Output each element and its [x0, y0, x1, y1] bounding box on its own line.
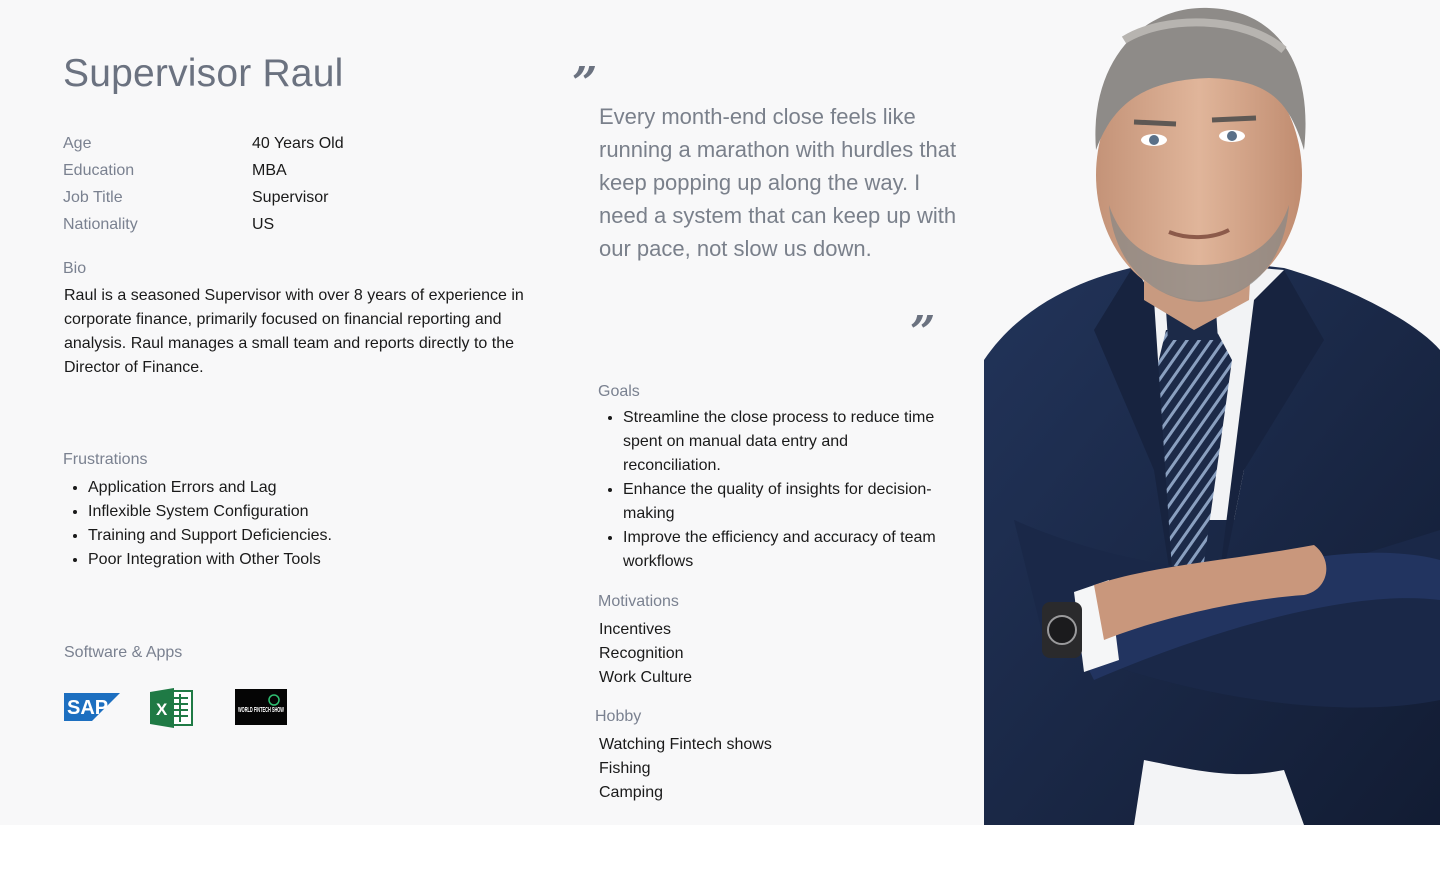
software-label: Software & Apps	[64, 644, 183, 661]
hobby-label: Hobby	[595, 708, 642, 725]
list-item: Application Errors and Lag	[63, 476, 543, 500]
persona-name: Supervisor Raul	[63, 52, 344, 95]
list-item: Camping	[599, 784, 664, 801]
close-quote-icon: ”	[910, 307, 936, 358]
persona-photo	[984, 0, 1440, 825]
frustrations-list	[63, 476, 543, 572]
info-row-job-title	[63, 189, 463, 211]
motivations-list	[599, 618, 692, 690]
goals-list	[598, 406, 948, 574]
list-item: Recognition	[599, 645, 684, 662]
fintech-logo-text: WORLD FINTECH SHOW	[238, 707, 285, 714]
info-label: Job Title	[63, 189, 123, 206]
list-item: Poor Integration with Other Tools	[63, 548, 543, 572]
list-item: Streamline the close process to reduce time spent on manual data entry and reconciliation.	[598, 406, 948, 478]
info-value: US	[252, 216, 275, 233]
excel-logo-icon	[150, 688, 194, 733]
bio-text: Raul is a seasoned Supervisor with over 8 years of experience in corporate finance, primarily focused on financial reporting and analysis. Raul manages a small team and reports directly to the Director of Finance.	[64, 287, 524, 376]
list-item: Enhance the quality of insights for decision-making	[598, 478, 948, 526]
list-item: Watching Fintech shows	[599, 736, 772, 753]
sap-logo-icon	[64, 693, 120, 726]
list-item: Work Culture	[599, 669, 693, 686]
list-item: Fishing	[599, 760, 651, 777]
info-value: 40 Years Old	[252, 135, 344, 152]
bio-label: Bio	[63, 260, 87, 277]
goals-label: Goals	[598, 383, 640, 400]
motivations-label: Motivations	[598, 593, 679, 610]
info-value: Supervisor	[252, 189, 329, 206]
list-item: Training and Support Deficiencies.	[63, 524, 543, 548]
info-row-education	[63, 162, 463, 184]
info-label: Age	[63, 135, 92, 152]
info-row-nationality	[63, 216, 463, 238]
excel-logo-text: X	[156, 700, 168, 719]
info-row-age	[63, 135, 463, 157]
list-item: Inflexible System Configuration	[63, 500, 543, 524]
quote-text: Every month-end close feels like running a marathon with hurdles that keep popping up along the way. I need a system that can keep up with our pace, not slow us down.	[599, 104, 957, 261]
sap-logo-text: SAP	[67, 697, 109, 719]
frustrations-label: Frustrations	[63, 451, 148, 468]
open-quote-icon: ”	[572, 58, 598, 109]
info-label: Education	[63, 162, 135, 179]
list-item: Incentives	[599, 621, 672, 638]
list-item: Improve the efficiency and accuracy of team workflows	[598, 526, 948, 574]
info-label: Nationality	[63, 216, 138, 233]
hobby-list	[599, 733, 772, 805]
world-fintech-show-logo-icon	[235, 689, 287, 730]
businessman-portrait-icon	[984, 0, 1440, 825]
info-value: MBA	[252, 162, 287, 179]
